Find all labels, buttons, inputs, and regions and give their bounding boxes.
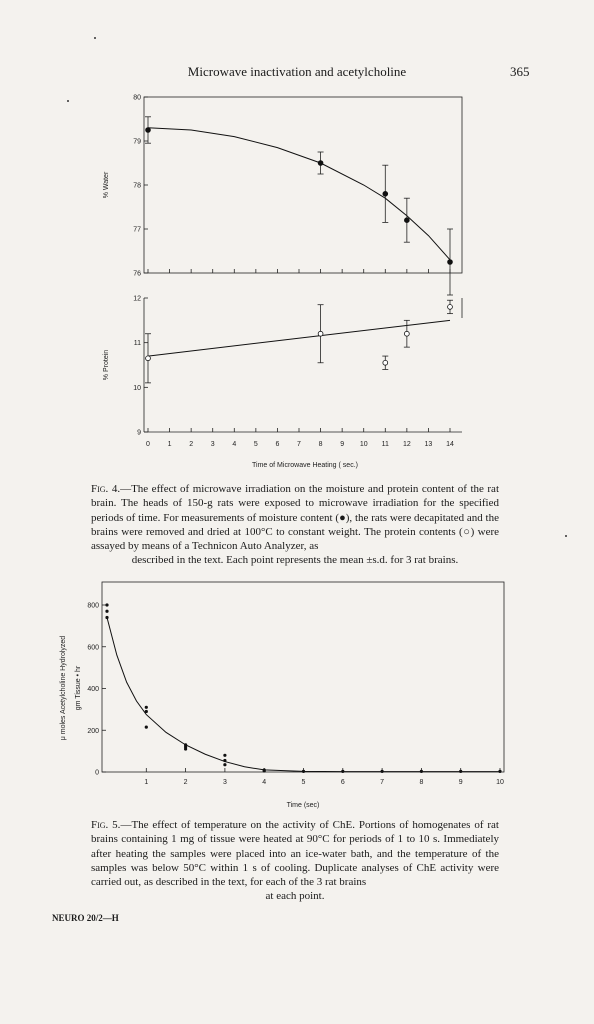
protein-data-point (448, 305, 453, 310)
x-tick-label: 6 (340, 779, 345, 786)
figure-5-label: Fig. 5. (91, 819, 121, 831)
activity-data-point (223, 763, 226, 766)
x-tick-label: 6 (275, 441, 280, 448)
activity-data-point (341, 770, 344, 773)
x-tick-label: 5 (253, 441, 258, 448)
protein-data-point (404, 331, 409, 336)
x-tick-label: 3 (222, 779, 227, 786)
activity-data-point (145, 710, 148, 713)
y-axis-label: % Water (103, 171, 110, 199)
figure-5-caption-last-line: at each point. (265, 890, 325, 903)
page-number: 365 (510, 64, 530, 79)
figure-5-caption-text: —The effect of temperature on the activity of ChE. Portions of homogenates of rat brains containing 1 mg of tissue were heated at 90°C for periods of 1 to 10 s. Immediately after heating the samples were placed into an ice-water bath, and the temperature of the samples was below 50°C within 1 s of cooling. Duplicate analyses of ChE activity were carried out, as described in the text, for each of the 3 rat brains (91, 819, 499, 889)
x-axis-label: Time of Microwave Heating ( sec.) (252, 462, 358, 469)
chart-frame (102, 582, 504, 772)
x-tick-label: 7 (380, 779, 385, 786)
x-tick-label: 2 (189, 441, 194, 448)
activity-data-point (145, 726, 148, 729)
x-tick-label: 1 (144, 779, 149, 786)
activity-data-point (145, 706, 148, 709)
y-axis-label-denominator: gm Tissue • hr (75, 665, 82, 711)
x-tick-label: 9 (340, 441, 345, 448)
y-tick-label: 76 (133, 270, 141, 278)
x-tick-label: 4 (232, 441, 237, 448)
x-tick-label: 4 (262, 779, 267, 786)
y-tick-label: 80 (133, 94, 141, 102)
y-tick-label: 200 (87, 727, 99, 735)
activity-data-point (105, 616, 108, 619)
y-axis-label: % Protein (103, 349, 110, 381)
y-tick-label: 0 (95, 769, 99, 777)
figure-4-label: Fig. 4. (91, 483, 121, 495)
x-tick-label: 12 (402, 441, 411, 448)
panel-frame-water (144, 97, 462, 273)
activity-data-point (263, 769, 266, 772)
y-tick-label: 10 (133, 384, 141, 392)
water-data-point (448, 260, 453, 265)
figure-4-caption-text: —The effect of microwave irradiation on the moisture and protein content of the rat brain. The heads of 150-g rats were exposed to microwave irradiation for the specified periods of time. For measurements of moisture content (●), the rats were decapitated and the brains were removed and dried at 100°C to constant weight. The protein contents (○) were assayed by means of a Technicon Auto Analyzer, as (91, 483, 499, 553)
protein-fit-line (148, 320, 450, 356)
x-tick-label: 0 (146, 441, 150, 448)
activity-data-point (105, 603, 108, 606)
y-axis-label: μ moles Acetylcholine Hydrolyzed (60, 635, 67, 741)
activity-data-point (420, 770, 423, 773)
activity-data-point (105, 610, 108, 613)
y-tick-label: 78 (133, 182, 141, 190)
x-tick-label: 8 (318, 441, 323, 448)
x-tick-label: 11 (381, 441, 389, 448)
y-tick-label: 79 (133, 138, 141, 146)
water-data-point (383, 191, 388, 196)
activity-data-point (302, 770, 305, 773)
figure-4-caption (91, 482, 499, 568)
water-data-point (318, 161, 323, 166)
y-tick-label: 9 (137, 429, 141, 437)
y-tick-label: 12 (133, 295, 141, 303)
protein-data-point (383, 360, 388, 365)
activity-data-point (498, 770, 501, 773)
y-tick-label: 600 (87, 644, 99, 652)
protein-data-point (146, 356, 151, 361)
x-tick-label: 8 (419, 779, 424, 786)
x-tick-label: 14 (446, 441, 454, 448)
x-tick-label: 7 (297, 441, 301, 448)
y-tick-label: 77 (133, 226, 141, 234)
x-tick-label: 10 (359, 441, 368, 448)
x-tick-label: 13 (424, 441, 433, 448)
x-tick-label: 9 (458, 779, 463, 786)
y-tick-label: 11 (133, 340, 141, 348)
activity-data-point (223, 754, 226, 757)
figure-4-caption-last-line: described in the text. Each point represents the mean ±s.d. for 3 rat brains. (131, 554, 459, 567)
x-tick-label: 1 (167, 441, 172, 448)
protein-data-point (318, 331, 323, 336)
activity-data-point (381, 770, 384, 773)
water-data-point (146, 128, 151, 133)
activity-fit-curve (107, 618, 500, 772)
y-tick-label: 800 (87, 602, 99, 610)
activity-data-point (223, 759, 226, 762)
y-tick-label: 400 (87, 686, 99, 693)
x-tick-label: 2 (183, 779, 188, 786)
page-header-title: Microwave inactivation and acetylcholine (187, 64, 407, 79)
x-axis-label: Time (sec) (286, 802, 320, 809)
x-tick-label: 10 (496, 779, 504, 786)
water-data-point (404, 218, 409, 223)
figure-5-caption (91, 818, 499, 904)
water-fit-curve (148, 128, 450, 260)
scan-speck (565, 535, 567, 537)
footer-code: NEURO 20/2—H (52, 913, 119, 923)
figure-4-chart (0, 0, 594, 480)
activity-data-point (459, 770, 462, 773)
activity-data-point (184, 747, 187, 750)
x-tick-label: 3 (210, 441, 215, 448)
x-tick-label: 5 (301, 779, 306, 786)
